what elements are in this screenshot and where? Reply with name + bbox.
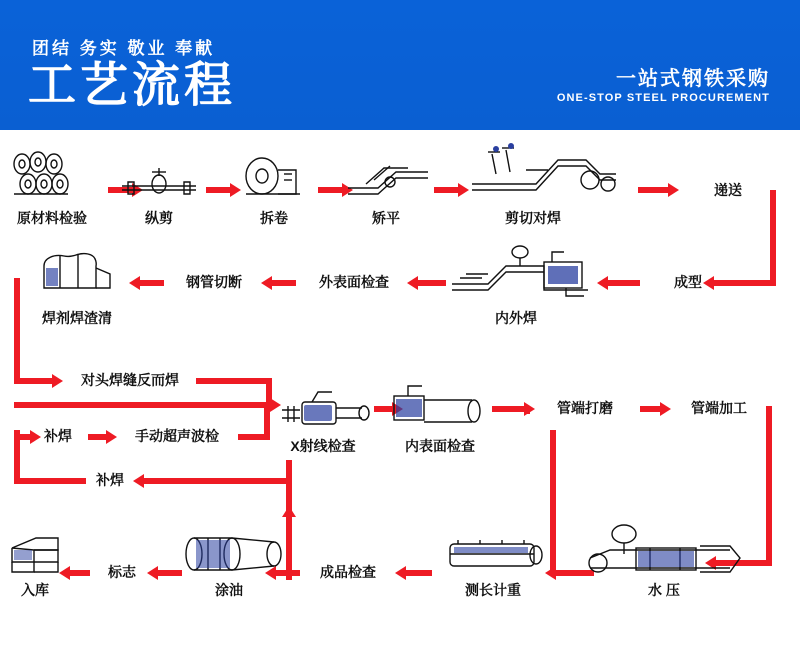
- length-weight-measure-icon: [440, 530, 546, 578]
- step-label: 钢管切断: [186, 274, 242, 290]
- arrow-2-shaft: [206, 187, 230, 193]
- step-inner-surface-inspection[interactable]: [382, 436, 498, 456]
- step-warehousing[interactable]: [0, 580, 70, 600]
- step-label: 对头焊缝反而焊: [81, 372, 179, 388]
- connector-left-head-1: [52, 374, 63, 388]
- step-length-weight-measuring[interactable]: [438, 580, 548, 600]
- step-label: 外表面检查: [319, 274, 389, 290]
- step-label: 内表面检查: [405, 438, 475, 454]
- step-repair-welding-1[interactable]: [30, 426, 86, 446]
- arrow-14-shaft: [556, 570, 582, 576]
- arrow-17-shaft: [158, 570, 182, 576]
- connector-right-down: [770, 190, 776, 286]
- arrow-15-head: [395, 566, 406, 580]
- arrow-8-head: [261, 276, 272, 290]
- step-label: 补焊: [96, 472, 124, 488]
- step-flux-slag-cleaning[interactable]: [20, 308, 134, 328]
- process-flow-diagram: [0, 130, 800, 659]
- step-delivery[interactable]: [688, 180, 768, 200]
- step-label: 焊剂焊渣清: [42, 310, 112, 326]
- step-label: 涂油: [215, 582, 243, 598]
- step-label: 测长计重: [465, 582, 521, 598]
- arrow-6-head: [597, 276, 608, 290]
- page-header: [0, 0, 800, 130]
- connector-bw-into-xray: [196, 402, 270, 408]
- step-raw-material-inspection[interactable]: [0, 208, 104, 228]
- step-label: X射线检查: [290, 438, 356, 454]
- connector-mid-down: [550, 430, 556, 576]
- connector-left-down-3: [14, 434, 20, 484]
- arrow-7-shaft: [418, 280, 446, 286]
- header-tagline-cn: 一站式钢铁采购: [616, 68, 770, 90]
- arrow-5-head: [668, 183, 679, 197]
- arrow-14-head: [545, 566, 556, 580]
- header-slogan: 团结 务实 敬业 奉献: [32, 39, 216, 58]
- step-label: 水 压: [648, 582, 680, 598]
- warehouse-stack-icon: [6, 528, 64, 578]
- arrow-4-shaft: [434, 187, 458, 193]
- step-label: 标志: [108, 564, 136, 580]
- step-label: 原材料检验: [17, 210, 87, 226]
- step-label: 管端打磨: [557, 400, 613, 416]
- arrow-10-head: [106, 430, 117, 444]
- arrow-13-shaft: [640, 406, 660, 412]
- step-uncoiling[interactable]: [232, 208, 316, 228]
- step-shear-butt-welding[interactable]: [478, 208, 588, 228]
- step-label: 手动超声波检: [135, 428, 219, 444]
- inner-outer-welder-icon: [448, 244, 594, 302]
- step-forming[interactable]: [650, 272, 726, 292]
- arrow-3-shaft: [318, 187, 342, 193]
- page-title: 工艺流程: [28, 59, 237, 112]
- arrow-8-shaft: [272, 280, 296, 286]
- x-ray-machine-icon: [278, 386, 370, 434]
- step-label: 剪切对焊: [505, 210, 561, 226]
- connector-left-down-1: [14, 278, 20, 384]
- step-slitting[interactable]: [116, 208, 202, 228]
- flux-slag-cleaner-icon: [34, 248, 118, 296]
- leveler-icon: [344, 158, 432, 202]
- step-butt-weld-reverse-welding[interactable]: [66, 370, 194, 390]
- step-label: 拆卷: [260, 210, 288, 226]
- arrow-10-shaft: [88, 434, 106, 440]
- shear-butt-welder-icon: [466, 140, 626, 202]
- step-label: 入库: [21, 582, 49, 598]
- connector-right-down-2: [766, 406, 772, 566]
- slitting-machine-icon: [118, 166, 200, 200]
- step-pipe-cutting[interactable]: [170, 272, 258, 292]
- step-repair-welding-2[interactable]: [82, 470, 138, 490]
- step-label: 成品检查: [320, 564, 376, 580]
- step-label: 管端加工: [691, 400, 747, 416]
- arrow-9-shaft: [140, 280, 164, 286]
- arrow-15-shaft: [406, 570, 432, 576]
- step-oil-coating[interactable]: [186, 580, 272, 600]
- header-tagline-en: ONE-STOP STEEL PROCUREMENT: [556, 92, 770, 104]
- connector-repair2-left: [14, 478, 86, 484]
- arrow-11-up: [264, 406, 270, 440]
- step-leveling[interactable]: [340, 208, 432, 228]
- connector-left-feed-2: [14, 402, 196, 408]
- step-manual-ultrasonic-inspection[interactable]: [118, 426, 236, 446]
- step-label: 补焊: [44, 428, 72, 444]
- coil-stack-icon: [8, 150, 86, 202]
- step-hydrostatic-test[interactable]: [614, 580, 714, 600]
- step-pipe-end-machining[interactable]: [670, 398, 768, 418]
- connector-bw-right: [196, 378, 272, 384]
- connector-repair2-head: [133, 474, 144, 488]
- step-label: 内外焊: [495, 310, 537, 326]
- arrow-5-shaft: [638, 187, 668, 193]
- step-outer-surface-inspection[interactable]: [302, 272, 406, 292]
- hydrostatic-test-machine-icon: [580, 516, 750, 578]
- connector-isi-head: [524, 402, 535, 416]
- step-label: 矫平: [372, 210, 400, 226]
- connector-loop-head-up: [282, 506, 296, 517]
- arrow-9-head: [129, 276, 140, 290]
- connector-repair2-right: [144, 478, 290, 484]
- arrow-6-shaft: [608, 280, 640, 286]
- step-marking[interactable]: [94, 562, 150, 582]
- connector-left-right-1: [14, 378, 52, 384]
- inner-surface-inspection-icon: [388, 382, 490, 436]
- step-label: 递送: [714, 182, 742, 198]
- arrow-7-head: [407, 276, 418, 290]
- step-label: 成型: [674, 274, 702, 290]
- oil-coating-icon: [178, 528, 288, 580]
- step-pipe-end-grinding[interactable]: [536, 398, 634, 418]
- step-x-ray-inspection[interactable]: [270, 436, 376, 456]
- uncoiler-icon: [238, 154, 308, 202]
- step-label: 纵剪: [145, 210, 173, 226]
- arrow-18-shaft: [70, 570, 90, 576]
- step-finished-product-inspection[interactable]: [304, 562, 392, 582]
- step-inner-outer-welding[interactable]: [468, 308, 564, 328]
